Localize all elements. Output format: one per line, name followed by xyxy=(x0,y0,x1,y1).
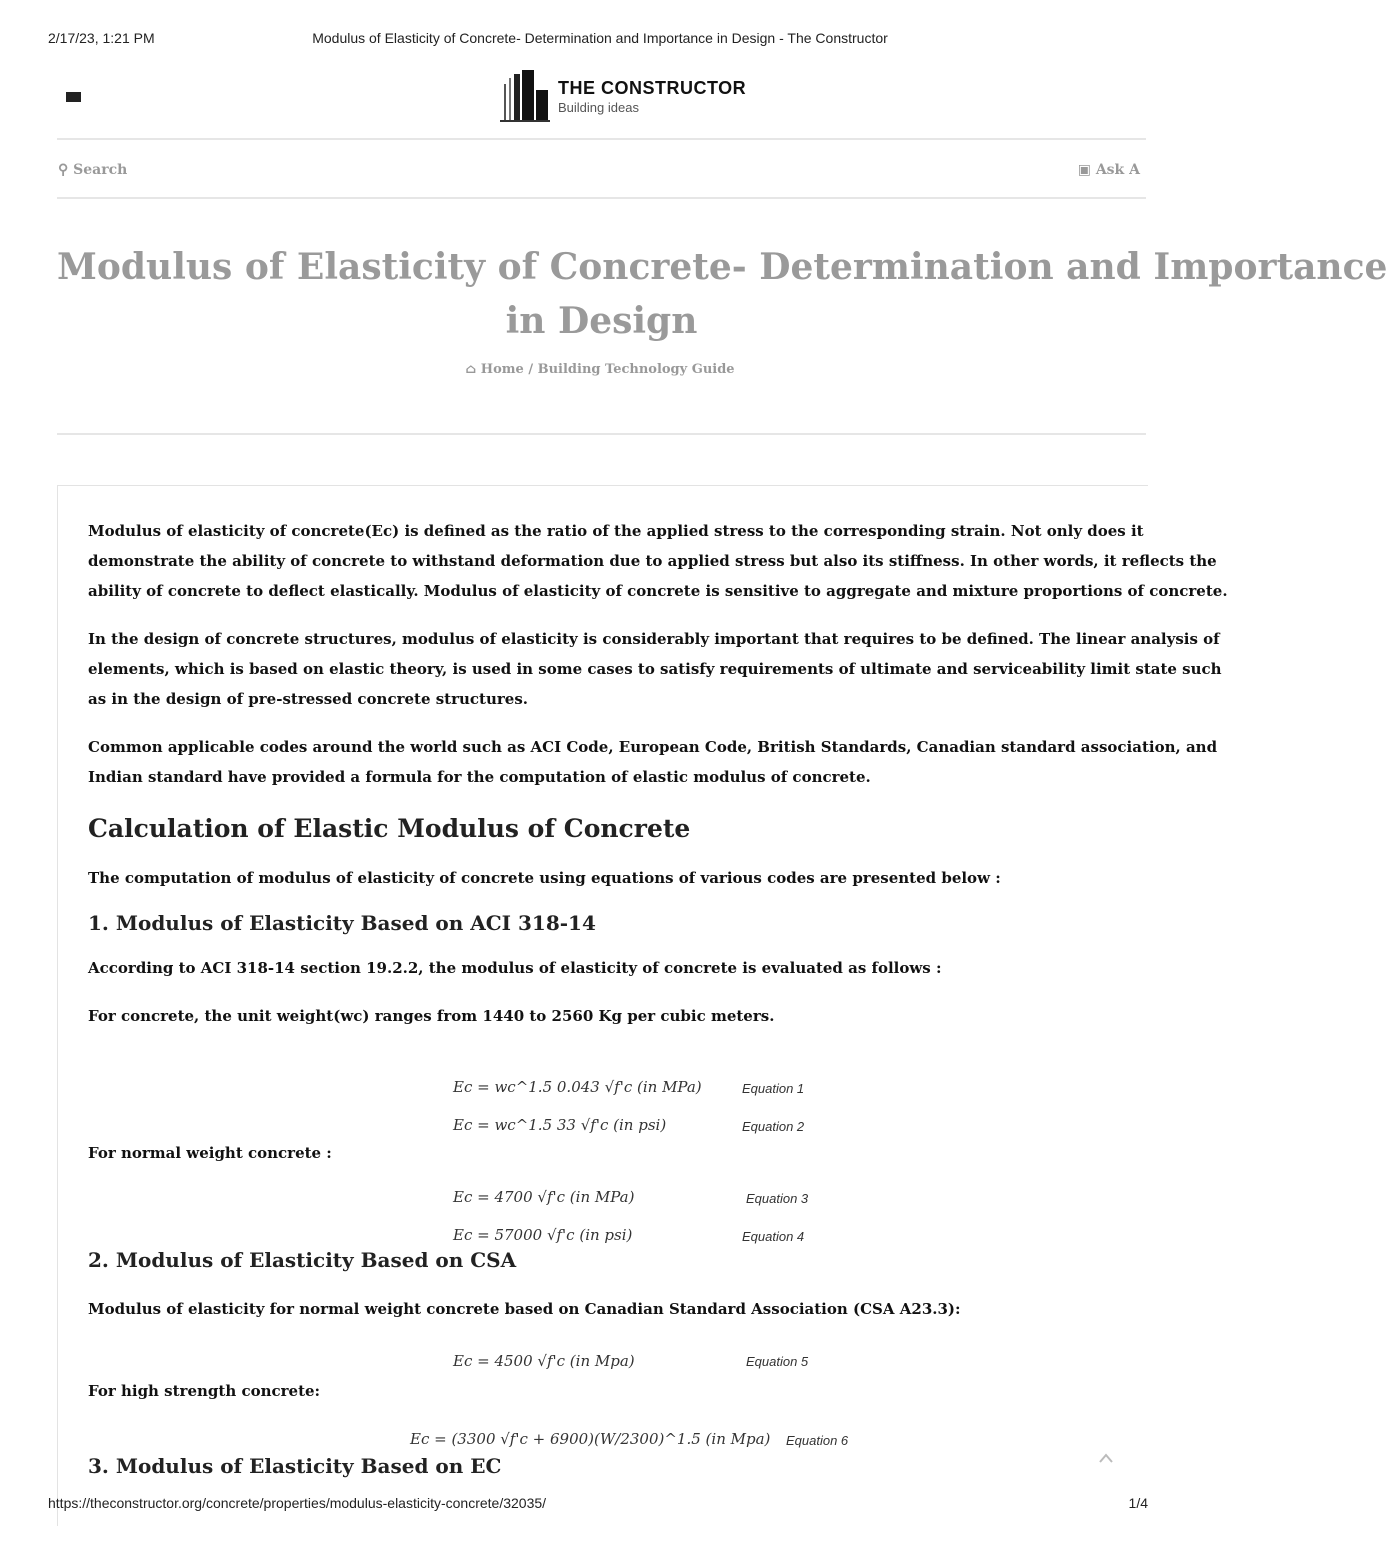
equation-label: Equation 5 xyxy=(746,1354,809,1369)
equation-2: Ec = wc^1.5 33 √f'c (in psi) xyxy=(453,1116,667,1134)
breadcrumb xyxy=(0,362,1200,377)
text-line: elements, which is based on elastic theory, is used in some cases to satisfy requirements of ultimate and serviceability limit state such xyxy=(88,660,1222,678)
normal-weight-label: For normal weight concrete : xyxy=(88,1144,332,1162)
ask-button[interactable] xyxy=(1078,162,1140,178)
page-title xyxy=(57,240,1387,348)
print-header xyxy=(48,30,1152,50)
logo-tagline: Building ideas xyxy=(558,100,639,115)
menu-icon[interactable] xyxy=(66,92,81,102)
page-title-container xyxy=(57,240,1387,350)
intro-paragraph xyxy=(88,624,1222,714)
print-title: Modulus of Elasticity of Concrete- Determination and Importance in Design - The Constructor xyxy=(312,30,888,46)
equation-label: Equation 3 xyxy=(746,1191,809,1206)
home-icon: ⌂ xyxy=(465,362,477,377)
print-date: 2/17/23, 1:21 PM xyxy=(48,30,155,46)
logo-name: THE CONSTRUCTOR xyxy=(558,78,747,98)
article-content xyxy=(88,516,1228,1049)
equation-3: Ec = 4700 √f'c (in MPa) xyxy=(453,1188,635,1206)
text-line: as in the design of pre-stressed concrete structures. xyxy=(88,690,528,708)
equation-5: Ec = 4500 √f'c (in Mpa) xyxy=(453,1352,635,1370)
ec-heading: 3. Modulus of Elasticity Based on EC xyxy=(88,1454,502,1478)
section-intro: The computation of modulus of elasticity of concrete using equations of various codes are presented below : xyxy=(88,869,1001,887)
high-strength-label: For high strength concrete: xyxy=(88,1382,321,1400)
text-line: Indian standard have provided a formula for the computation of elastic modulus of concrete. xyxy=(88,768,871,786)
print-page-number: 1/4 xyxy=(1128,1495,1148,1511)
aci-text: According to ACI 318-14 section 19.2.2, the modulus of elasticity of concrete is evaluated as follows : xyxy=(88,959,942,977)
text-line: ability of concrete to deflect elastically. Modulus of elasticity of concrete is sensitive to aggregate and mixture proportions of concrete. xyxy=(88,582,1228,600)
csa-heading: 2. Modulus of Elasticity Based on CSA xyxy=(88,1248,517,1272)
text-line: demonstrate the ability of concrete to withstand deformation due to applied stress but also its stiffness. In other words, it reflects the xyxy=(88,552,1217,570)
text-line: Modulus of elasticity of concrete(Ec) is defined as the ratio of the applied stress to the corresponding strain. Not only does it xyxy=(88,522,1144,540)
site-logo[interactable] xyxy=(500,70,800,124)
page-title-line-1: Modulus of Elasticity of Concrete- Determination and Importance xyxy=(57,246,1387,288)
search-label: Search xyxy=(73,162,128,178)
ask-label: Ask A xyxy=(1095,162,1140,178)
csa-text: Modulus of elasticity for normal weight concrete based on Canadian Standard Association (CSA A23.3): xyxy=(88,1300,961,1318)
scroll-to-top-icon[interactable] xyxy=(1098,1452,1114,1464)
search-icon: ⚲ xyxy=(58,162,69,178)
aci-heading: 1. Modulus of Elasticity Based on ACI 318-14 xyxy=(88,911,596,935)
aci-unit-weight-text: For concrete, the unit weight(wc) ranges from 1440 to 2560 Kg per cubic meters. xyxy=(88,1007,775,1025)
equation-label: Equation 6 xyxy=(786,1433,849,1448)
divider xyxy=(57,138,1146,140)
equation-label: Equation 1 xyxy=(742,1081,805,1096)
divider xyxy=(57,433,1146,435)
equation-label: Equation 4 xyxy=(742,1229,805,1244)
text-line: In the design of concrete structures, modulus of elasticity is considerably important that requires to be defined. The linear analysis of xyxy=(88,630,1220,648)
equation-6: Ec = (3300 √f'c + 6900)(W/2300)^1.5 (in Mpa) xyxy=(410,1430,771,1448)
breadcrumb-category[interactable]: Building Technology Guide xyxy=(537,362,735,377)
print-footer xyxy=(48,1495,1148,1515)
equation-label: Equation 2 xyxy=(742,1119,805,1134)
search-field[interactable] xyxy=(58,162,127,178)
print-url: https://theconstructor.org/concrete/properties/modulus-elasticity-concrete/32035/ xyxy=(48,1495,547,1511)
equation-4: Ec = 57000 √f'c (in psi) xyxy=(453,1226,633,1244)
divider xyxy=(57,197,1146,199)
question-icon: ▣ xyxy=(1077,162,1091,178)
intro-paragraph xyxy=(88,732,1218,792)
article-body xyxy=(57,485,1228,1526)
text-line: Common applicable codes around the world such as ACI Code, European Code, British Standards, Canadian standard association, and xyxy=(88,738,1218,756)
section-heading: Calculation of Elastic Modulus of Concrete xyxy=(88,814,691,843)
building-logo-icon xyxy=(500,70,552,124)
intro-paragraph xyxy=(88,516,1228,606)
breadcrumb-separator: / xyxy=(528,362,534,377)
page-title-line-2: in Design xyxy=(505,300,698,342)
breadcrumb-home[interactable]: Home xyxy=(480,362,524,377)
equation-1: Ec = wc^1.5 0.043 √f'c (in MPa) xyxy=(453,1078,702,1096)
